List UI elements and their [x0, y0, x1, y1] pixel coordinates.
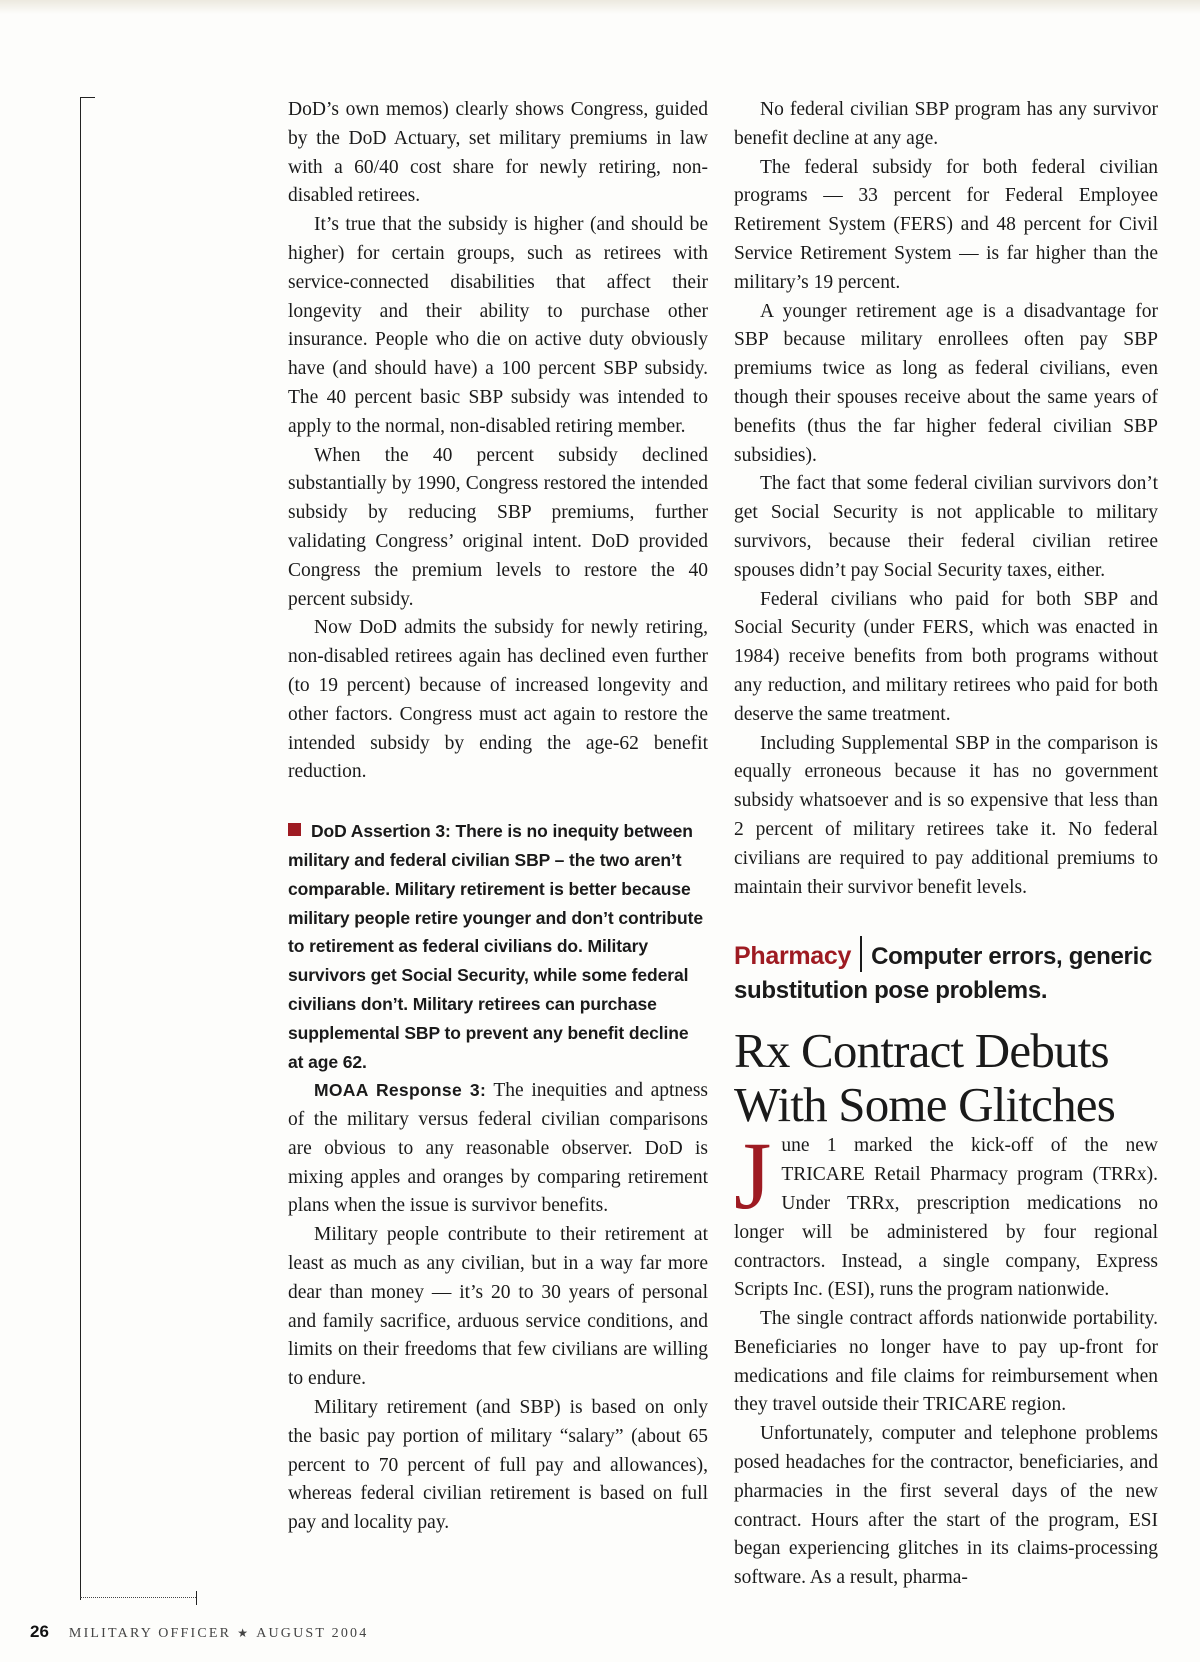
right-column	[734, 96, 1158, 1593]
dod-assertion-block	[288, 817, 708, 1076]
magazine-name: MILITARY OFFICER	[68, 1626, 232, 1641]
body-paragraph: No federal civilian SBP program has any survivor benefit decline at any age.	[734, 99, 1158, 149]
section-header	[734, 936, 1158, 1008]
body-paragraph: A younger retirement age is a disadvantage for SBP because military enrollees often pay SBP premiums twice as long as federal civilians, even though their spouses receive about the same years of benefits (thus the far higher federal civilian SBP subsidies).	[734, 300, 1158, 466]
page-edge-shade	[0, 0, 1200, 14]
lead-paragraph	[734, 1122, 1158, 1305]
body-paragraph: Military retirement (and SBP) is based on only the basic pay portion of military “salary” (about 65 percent to 70 percent of full pay and allowances), whereas federal civilian retirement is based on full pay and locality pay.	[288, 1397, 708, 1534]
crop-mark-bottom	[80, 1597, 196, 1598]
moaa-response-text: The inequities and aptness of the military versus federal civilian comparisons are obvious to any reasonable observer. DoD is mixing apples and oranges by comparing retirement plans when the issue is survivor benefits.	[288, 1080, 708, 1217]
star-icon: ★	[237, 1626, 251, 1640]
moaa-response-paragraph	[288, 1076, 708, 1221]
drop-cap: J	[734, 1122, 772, 1230]
section-deck: Computer errors, generic substitution pose problems.	[734, 943, 1153, 1005]
body-paragraph: The federal subsidy for both federal civilian programs — 33 percent for Federal Employee Retirement System (FERS) and 48 percent for Civil Service Retirement System — is far higher than the military’s 19 percent.	[734, 156, 1158, 293]
body-paragraph: Unfortunately, computer and telephone problems posed headaches for the contractor, beneficiaries, and pharmacies in the first several days of the new contract. Hours after the start of the program, ESI began experiencing glitches in its claims-processing software. As a result, pharma-	[734, 1423, 1158, 1589]
section-kicker: Pharmacy	[734, 942, 852, 971]
left-column	[288, 96, 708, 1538]
crop-mark-left	[80, 97, 95, 1600]
moaa-response-label: MOAA Response 3:	[314, 1080, 487, 1101]
body-paragraph: Federal civilians who paid for both SBP and Social Security (under FERS, which was enacted in 1984) receive benefits from both programs without any reduction, and military retirees who paid for both deserve the same treatment.	[734, 588, 1158, 725]
crop-mark-tick	[196, 1591, 197, 1605]
body-paragraph: Including Supplemental SBP in the comparison is equally erroneous because it has no government subsidy whatsoever and is so expensive that less than 2 percent of military retirees take it. No federal civilians are required to pay additional premiums to maintain their survivor benefit levels.	[734, 732, 1158, 898]
body-paragraph: When the 40 percent subsidy declined substantially by 1990, Congress restored the intended subsidy by reducing SBP premiums, further validating Congress’ original intent. DoD provided Congress the premium levels to restore the 40 percent subsidy.	[288, 444, 708, 610]
bullet-square-icon	[288, 823, 301, 836]
page-number: 26	[30, 1622, 49, 1641]
dod-assertion-text: DoD Assertion 3: There is no inequity between military and federal civilian SBP – the two aren’t comparable. Military retirement is better because military people retire younger and don’t contribute to retirement as federal civilians do. Military survivors get Social Security, while some federal civilians don’t. Military retirees can purchase supplemental SBP to prevent any benefit decline at age 62.	[288, 821, 703, 1072]
body-paragraph: DoD’s own memos) clearly shows Congress, guided by the DoD Actuary, set military premiums in law with a 60/40 cost share for newly retiring, non-disabled retirees.	[288, 99, 708, 207]
body-paragraph: It’s true that the subsidy is higher (and should be higher) for certain groups, such as retirees with service-connected disabilities that affect their longevity and their ability to purchase other insurance. People who die on active duty obviously have (and should have) a 100 percent SBP subsidy. The 40 percent basic SBP subsidy was intended to apply to the normal, non-disabled retiring member.	[288, 214, 708, 437]
body-paragraph: Now DoD admits the subsidy for newly retiring, non-disabled retirees again has declined even further (to 19 percent) because of increased longevity and other factors. Congress must act again to restore the intended subsidy by ending the age-62 benefit reduction.	[288, 617, 708, 783]
lead-text: une 1 marked the kick-off of the new TRICARE Retail Pharmacy program (TRRx). Under TRRx, prescription medications no longer will be administered by four regional contractors. Instead, a single company, Express Scripts Inc. (ESI), runs the program nationwide.	[734, 1135, 1158, 1301]
article-headline: Rx Contract Debuts With Some Glitches	[734, 1023, 1116, 1133]
section-divider	[860, 936, 862, 972]
body-paragraph: The fact that some federal civilian survivors don’t get Social Security is not applicable to military survivors, because their federal civilian retiree spouses didn’t pay Social Security taxes, either.	[734, 473, 1158, 581]
body-paragraph: Military people contribute to their retirement at least as much as any civilian, but in a way far more dear than money — it’s 20 to 30 years of personal and family sacrifice, arduous service conditions, and limits on their freedoms that few civilians are willing to endure.	[288, 1224, 708, 1390]
body-paragraph: The single contract affords nationwide portability. Beneficiaries no longer have to pay up-front for medications and file claims for reimbursement when they travel outside their TRICARE region.	[734, 1308, 1158, 1416]
issue-date: AUGUST 2004	[256, 1626, 369, 1641]
page-footer	[30, 1622, 368, 1642]
